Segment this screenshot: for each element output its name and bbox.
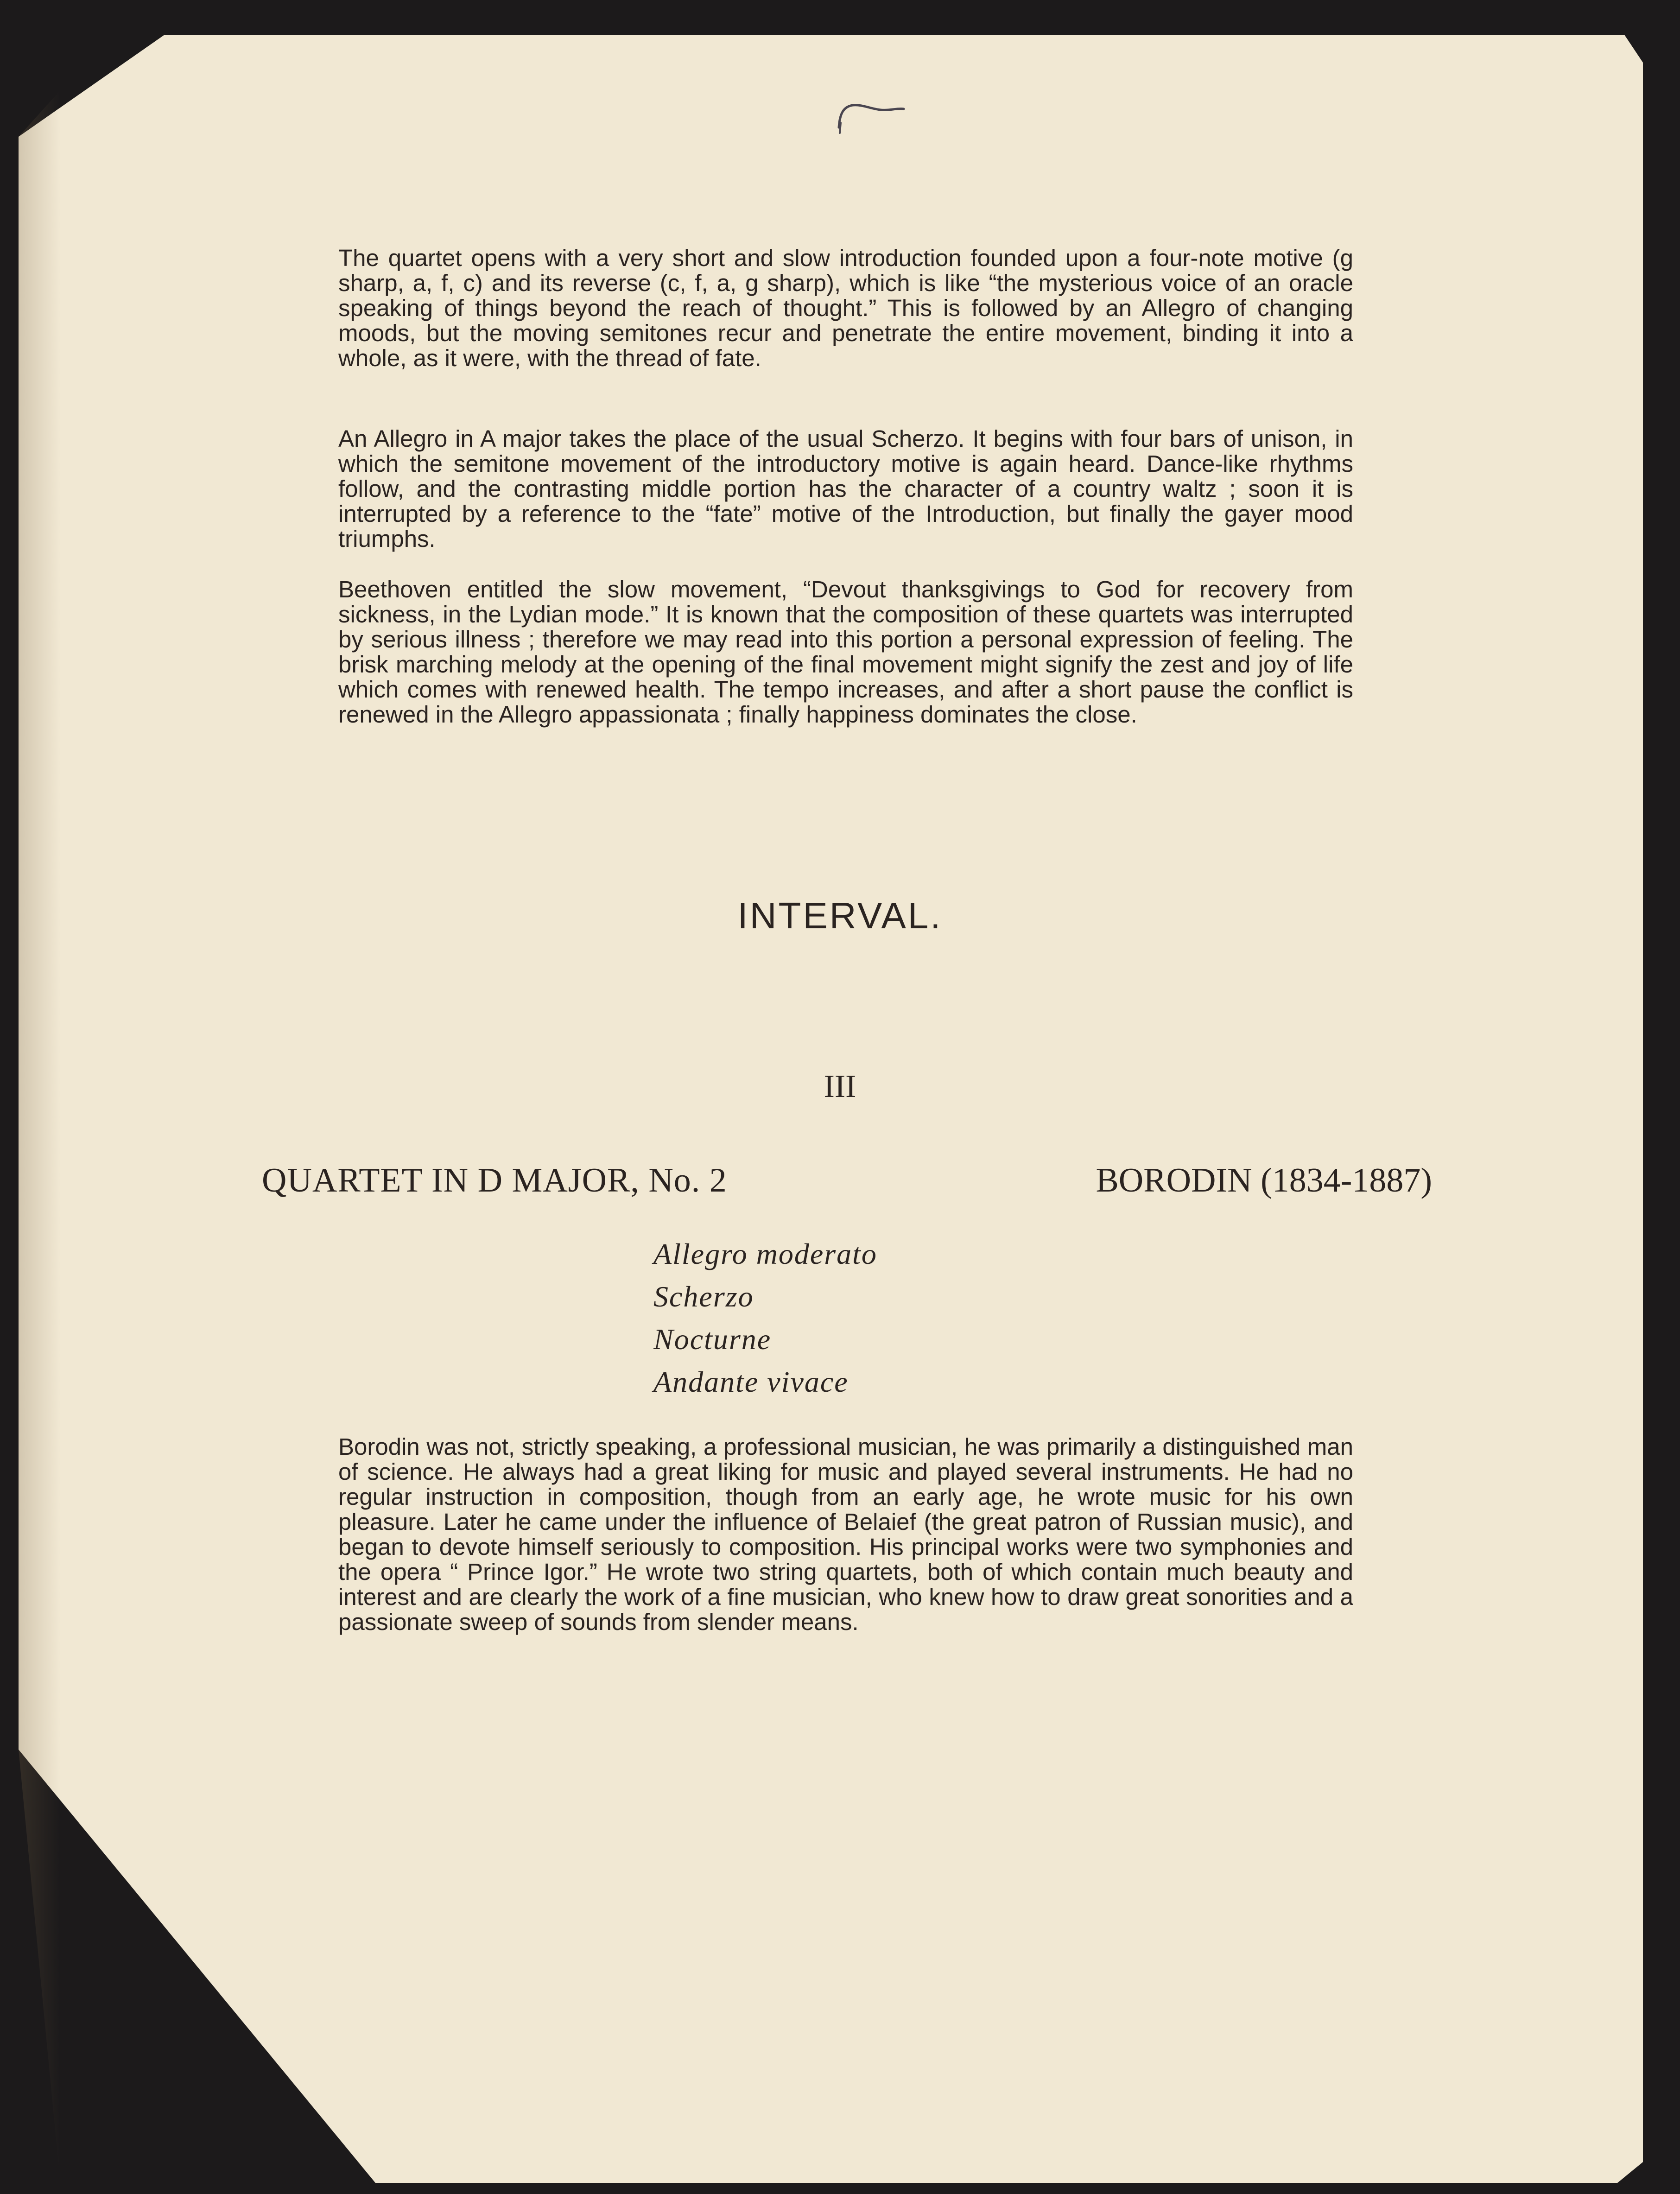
paragraph-slow-movement: Beethoven entitled the slow movement, “Devout thanksgivings to God for recovery from sickness, in the Lydian mode.” It is known that the composition of these quartets was interrupted by serious illness ; therefore we may read into this portion a personal expression of feeling. The brisk marching melody at the opening of the final movement might signify the zest and joy of life which comes with renewed health. The tempo increases, and after a short pause the conflict is renewed in the Allegro appassionata ; finally happiness dominates the close.: [338, 576, 1353, 728]
movement-item: Scherzo: [653, 1280, 754, 1313]
work-title: QUARTET IN D MAJOR, No. 2: [262, 1161, 727, 1199]
paragraph-borodin: Borodin was not, strictly speaking, a professional musician, he was primarily a distinguished man of science. He always had a great liking for music and played several instruments. He had no regular instruction in composition, though from an early age, he wrote music for his own pleasure. Later he came under the influence of Belaief (the great patron of Russian music), and began to devote himself seriously to composition. His principal works were two symphonies and the opera “ Prince Igor.” He wrote two string quartets, both of which contain much beauty and interest and are clearly the work of a fine musician, who knew how to draw great sonorities and a passionate sweep of sounds from slender means.: [338, 1433, 1353, 1635]
movement-item: Allegro moderato: [653, 1237, 877, 1270]
interval-heading: INTERVAL.: [737, 895, 943, 936]
section-number: III: [824, 1069, 856, 1104]
movement-item: Andante vivace: [653, 1365, 849, 1398]
composer-name: BORODIN (1834-1887): [1096, 1161, 1432, 1199]
paragraph-allegro: An Allegro in A major takes the place of the usual Scherzo. It begins with four bars of unison, in which the semitone movement of the introductory motive is again heard. Dance-like rhythms follow, and the contrasting middle portion has the character of a country waltz ; soon it is interrupted by a reference to the “fate” motive of the Introduction, but finally the gayer mood triumphs.: [338, 425, 1353, 552]
movement-list: [653, 1233, 877, 1403]
movement-item: Nocturne: [653, 1323, 772, 1356]
page-edge-shadow: [19, 35, 60, 2183]
paragraph-quartet-opening: The quartet opens with a very short and slow introduction founded upon a four-note motive (g sharp, a, f, c) and its reverse (c, f, a, g sharp), which is like “the mysterious voice of an oracle speaking of things beyond the reach of thought.” This is followed by an Allegro of changing moods, but the moving semitones recur and penetrate the entire movement, binding it into a whole, as it were, with the thread of fate.: [338, 245, 1353, 371]
pencil-mark-icon: [834, 95, 908, 137]
